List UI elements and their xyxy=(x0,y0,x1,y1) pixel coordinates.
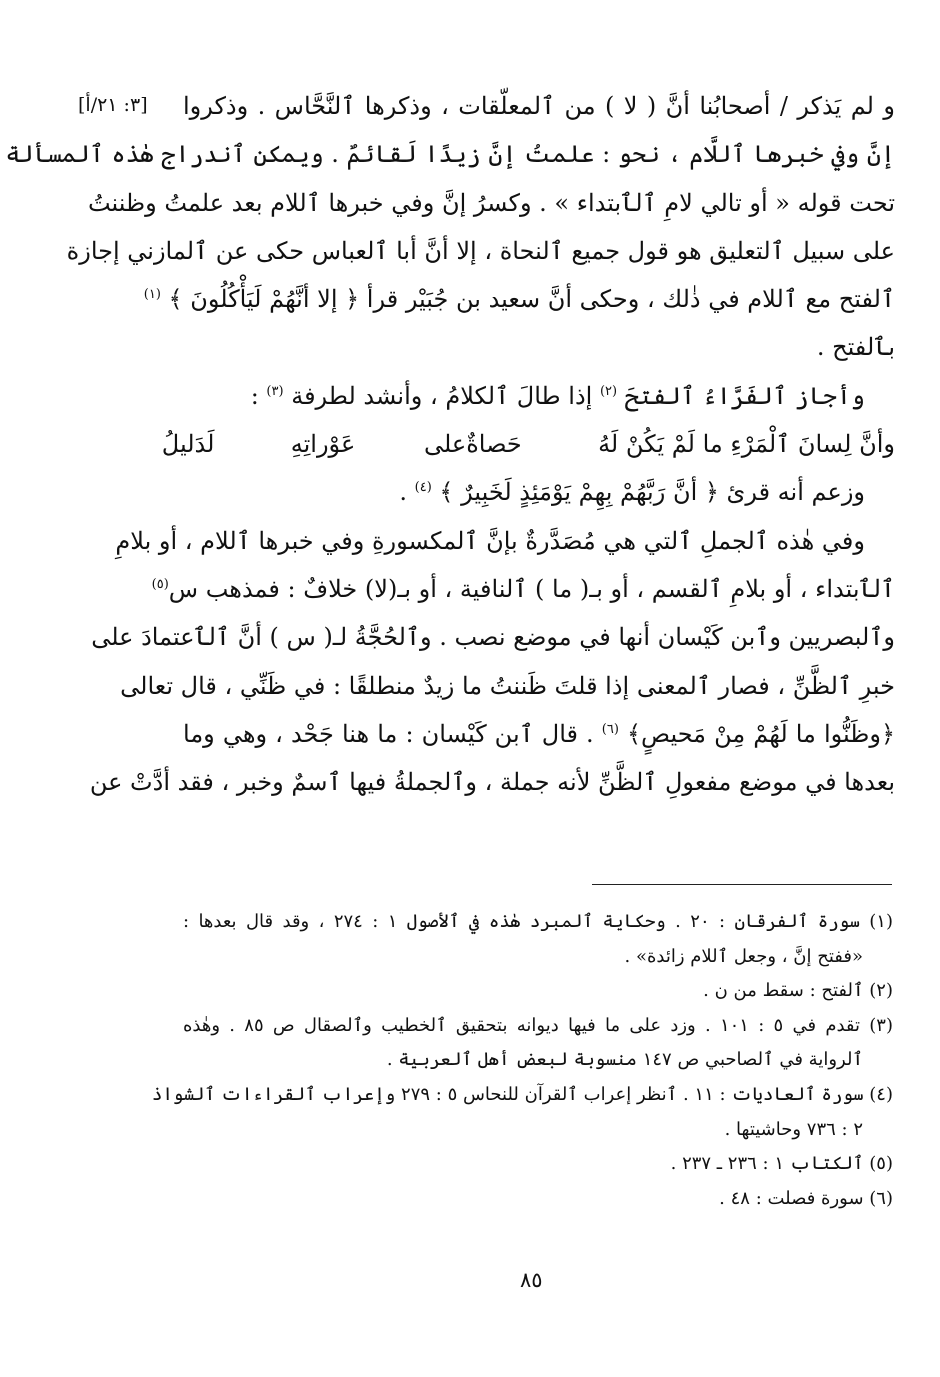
verse-segment: على xyxy=(423,430,467,459)
text-line: تحت قوله « أو تالي لامِ ٱلٱبتداء » . وكسرُ إنَّ وفي خبرها ٱللام بعد علمتُ وظننتُ xyxy=(87,188,895,217)
text-line xyxy=(183,468,895,516)
text-segment: إذا طالَ ٱلكلامُ ، وأنشد لطرفة xyxy=(291,381,593,410)
text-line: وٱلبصريين وٱبن كَيْسان أنها في موضع نصب . وٱلحُجَّةُ لـ( س ) أنَّ ٱلٱعتمادَ على xyxy=(91,623,895,652)
footnote-line: (٣) تقدم في ٥ : ١٠١ . وزد على ما فيها ديوانه بتحقيق ٱلخطيب وٱلصقال ص ٨٥ . وهٰذه xyxy=(183,1014,893,1036)
text-line xyxy=(183,710,895,758)
footnote-marker: (٤) xyxy=(414,480,432,496)
text-segment: وزعم أنه قرئ ﴿ أنَّ رَبَّهُمْ بِهِمْ يَوْمَئِذٍ لَخَبِيرٌ ﴾ xyxy=(439,478,865,507)
text-line: خبرِ ٱلظَّنِّ ، فصار ٱلمعنى إذا قلتَ ظَننتُ ما زيدٌ منطلقًا : في ظَنِّي ، قال تعالى xyxy=(120,671,895,700)
page-number: ٨٥ xyxy=(520,1268,543,1292)
footnote-line: «ففتح إنَّ ، وجعل ٱللام زائدة» . xyxy=(624,945,863,967)
poetry-verse xyxy=(161,420,895,468)
footnote-line: ٢ : ٧٣٦ وحاشيتها . xyxy=(724,1118,863,1140)
footnote-marker: (١) xyxy=(143,287,161,303)
text-line xyxy=(151,565,895,613)
footnote-marker: (٣) xyxy=(266,383,284,399)
text-line: بٱلفتح . xyxy=(816,333,895,362)
text-line xyxy=(183,372,895,420)
footnote-separator xyxy=(592,884,892,885)
verse-second-hemistich xyxy=(162,420,466,468)
verse-segment: لَدَليلُ xyxy=(161,430,215,459)
footnote-marker: (٥) xyxy=(151,576,169,592)
footnote-line: (٢) ٱلفتح : سقط من ن . xyxy=(703,980,893,1002)
text-line: بعدها في موضع مفعولِ ٱلظَّنِّ لأنه جملة ، وٱلجملةُ فيها ٱسمٌ وخبر ، فقد أدَّتْ عن xyxy=(89,768,895,797)
text-line: وفي هٰذه ٱلجملِ ٱلتي هي مُصَدَّرةٌ بإنَّ ٱلمكسورةِ وفي خبرها ٱللام ، أو بلامِ xyxy=(115,526,865,555)
footnote-line: (٤) سورة ٱلعاديات : ١١ . ٱنظر إعراب ٱلقرآن للنحاس ٥ : ٢٧٩ وإعراب ٱلقراءات ٱلشواذ xyxy=(151,1083,893,1105)
footnote-marker: (٢) xyxy=(599,383,618,399)
verse-segment: عَوْراتِهِ xyxy=(290,430,356,459)
verse-segment: وأنَّ لِسانَ ٱلْمَرْءِ ما لَمْ يَكُنْ لَهُ xyxy=(598,430,895,459)
footnote-line: (١) سورة ٱلفرقان : ٢٠ . وحكاية ٱلمبرد هٰذه في ٱلأصول ١ : ٢٧٤ ، وقد قال بعدها : xyxy=(183,911,893,932)
text-segment: وأجاز ٱلفَرَّاءُ ٱلفتحَ xyxy=(624,381,865,410)
footnote-line: ٱلرواية في ٱلصاحبي ص ١٤٧ منسوبة لبعض أهل ٱلعربية . xyxy=(386,1049,863,1071)
footnote-marker: (٦) xyxy=(601,721,619,737)
footnote-line: (٦) سورة فصلت : ٤٨ . xyxy=(719,1187,893,1209)
text-segment: . قال ٱبن كَيْسان : ما هنا جَحْد ، وهي وما xyxy=(183,719,594,748)
text-segment: : xyxy=(250,381,259,410)
text-line xyxy=(143,275,895,323)
manuscript-folio-reference: [٣: ٢١/أ] xyxy=(78,94,148,116)
text-segment: ٱلفتح مع ٱللام في ذٰلك ، وحكى أنَّ سعيد بن جُبَيْر قرأ ﴿ إلا أنَّهُمْ لَيَأْكُلُونَ ﴾ xyxy=(168,285,895,314)
footnotes xyxy=(151,905,893,1216)
text-segment: ٱلٱبتداء ، أو بلامِ ٱلقسم ، أو بـ( ما ) ٱلنافية ، أو بـ(لا) خلافٌ : فمذهب س xyxy=(168,574,895,603)
footnote-line: (٥) ٱلكتاب ١ : ٢٣٦ ـ ٢٣٧ . xyxy=(670,1153,893,1175)
text-line: و لم يَذكر / أصحابُنا أنَّ ( لا ) من ٱلمعلّقات ، وذكرها ٱلنَّحَّاس . وذكروا xyxy=(183,92,895,120)
text-segment: . xyxy=(399,478,407,507)
text-line: إنَّ وفي خبرها ٱللَّام ، نحو : علمتُ إنَّ زيدًا لَقائمٌ . ويمكن ٱندراج هٰذه ٱلمسألة xyxy=(5,140,895,169)
verse-first-hemistich xyxy=(466,420,895,468)
text-line: على سبيل ٱلتعليق هو قول جميع ٱلنحاة ، إلا أنَّ أبا ٱلعباس حكى عن ٱلمازني إجازة xyxy=(66,236,895,265)
text-segment: ﴿وظَنُّوا ما لَهُمْ مِنْ مَحيصٍ﴾ xyxy=(626,719,896,748)
verse-segment: حَصاةٌ xyxy=(466,430,522,459)
